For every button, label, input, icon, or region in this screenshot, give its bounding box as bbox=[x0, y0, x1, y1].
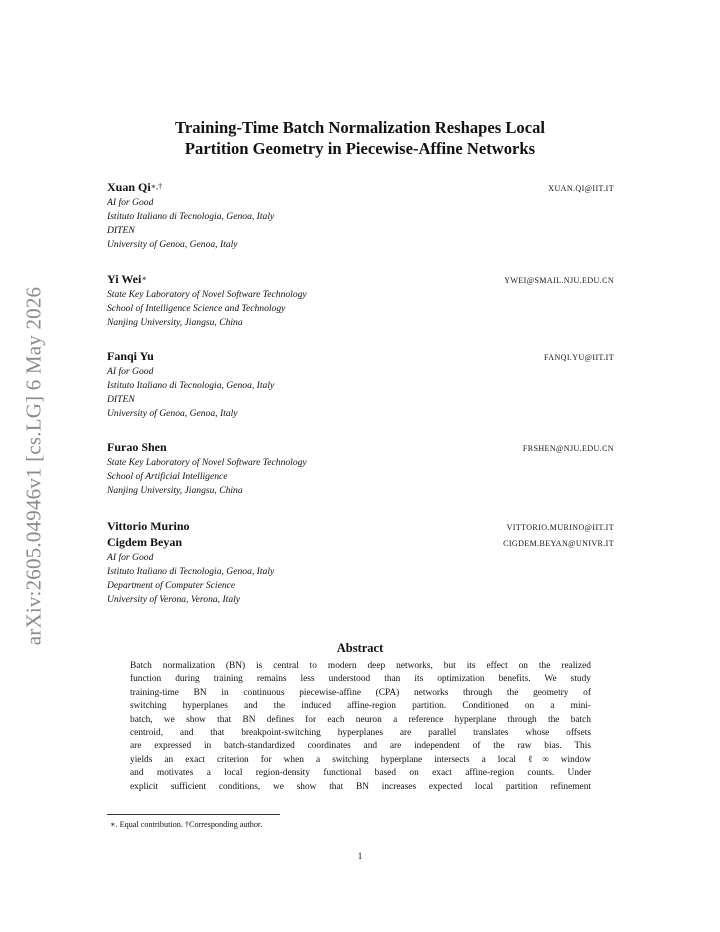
author-block bbox=[107, 349, 614, 421]
affiliation-line: School of Artificial Intelligence bbox=[107, 471, 228, 482]
title-line: Partition Geometry in Piecewise-Affine Networks bbox=[184, 139, 536, 158]
affiliation-line: Istituto Italiano di Tecnologia, Genoa, Italy bbox=[107, 566, 275, 577]
abstract-line: switching hyperplanes and the induced affine-region partition. Conditioned on a mini- bbox=[130, 701, 591, 712]
author-marker: ∗,† bbox=[150, 182, 163, 191]
author-email[interactable]: VITTORIO.MURINO@IIT.IT bbox=[506, 523, 614, 532]
abstract-line: yields an exact criterion for when a switching hyperplane intersects a local ℓ∞ window bbox=[130, 754, 591, 765]
author-name: Furao Shen FRSHEN@NJU.EDU.CN bbox=[107, 440, 614, 454]
author-name: Fanqi Yu FANQI.YU@IIT.IT bbox=[107, 349, 614, 363]
abstract-line: batch, we show that BN defines for each neuron a reference hyperplane through the batch bbox=[130, 714, 591, 725]
affiliation-line: DITEN bbox=[107, 225, 135, 236]
affiliation-line: University of Verona, Verona, Italy bbox=[107, 594, 241, 605]
affiliation-line: DITEN bbox=[107, 394, 135, 405]
author-name: Xuan Qi∗,† XUAN.QI@IIT.IT bbox=[107, 180, 614, 194]
affiliation-line: AI for Good bbox=[107, 552, 154, 563]
author-name: Vittorio Murino VITTORIO.MURINO@IIT.IT bbox=[107, 519, 614, 533]
author-email[interactable]: CIGDEM.BEYAN@UNIVR.IT bbox=[503, 539, 614, 548]
footnote-rule bbox=[107, 814, 280, 815]
affiliation-line: State Key Laboratory of Novel Software Technology bbox=[107, 289, 307, 300]
abstract-line: centroid, and that breakpoint-switching hyperplanes are parallel translates whose offsets bbox=[130, 728, 591, 739]
author-block bbox=[107, 180, 614, 252]
affiliation-line: University of Genoa, Genoa, Italy bbox=[107, 408, 238, 419]
abstract-body bbox=[130, 660, 591, 794]
author-email[interactable]: XUAN.QI@IIT.IT bbox=[548, 184, 614, 193]
abstract-heading: Abstract bbox=[336, 641, 384, 655]
page-number: 1 bbox=[357, 852, 363, 862]
affiliation-line: AI for Good bbox=[107, 366, 154, 377]
affiliation-line: Istituto Italiano di Tecnologia, Genoa, Italy bbox=[107, 380, 275, 391]
author-marker: ∗ bbox=[141, 274, 147, 283]
author-name: Yi Wei∗ YWEI@SMAIL.NJU.EDU.CN bbox=[107, 272, 614, 286]
author-name: Cigdem Beyan CIGDEM.BEYAN@UNIVR.IT bbox=[107, 535, 614, 549]
abstract-line: function during training remains less understood than its optimization benefits. We study bbox=[130, 674, 591, 685]
author-email[interactable]: YWEI@SMAIL.NJU.EDU.CN bbox=[504, 276, 614, 285]
affiliation-line: Istituto Italiano di Tecnologia, Genoa, Italy bbox=[107, 211, 275, 222]
affiliation-line: AI for Good bbox=[107, 197, 154, 208]
abstract-line: Batch normalization (BN) is central to modern deep networks, but its effect on the realized bbox=[130, 661, 591, 671]
author-block bbox=[107, 440, 614, 498]
affiliation-line: University of Genoa, Genoa, Italy bbox=[107, 239, 238, 250]
abstract-line: are expressed in batch-standardized coordinates and are independent of the raw bias. This bbox=[130, 741, 591, 752]
abstract-line: training-time BN in continuous piecewise-affine (CPA) networks through the geometry of bbox=[130, 687, 591, 698]
affiliation-line: Nanjing University, Jiangsu, China bbox=[107, 317, 243, 328]
author-block bbox=[107, 519, 614, 607]
affiliation-line: School of Intelligence Science and Technology bbox=[107, 303, 286, 314]
author-block bbox=[107, 272, 614, 330]
paper-title bbox=[0, 117, 720, 159]
abstract-line: explicit sufficient conditions, we show that BN increases expected local partition refinement bbox=[130, 781, 591, 792]
title-line: Training-Time Batch Normalization Reshapes Local bbox=[175, 118, 545, 137]
affiliation-line: State Key Laboratory of Novel Software Technology bbox=[107, 457, 307, 468]
author-email[interactable]: FRSHEN@NJU.EDU.CN bbox=[522, 444, 614, 453]
affiliation-line: Nanjing University, Jiangsu, China bbox=[107, 485, 243, 496]
footnote: ∗. Equal contribution. †Corresponding author. bbox=[110, 820, 263, 829]
abstract-line: and motivates a local region-density functional based on exact affine-region counts. Under bbox=[130, 768, 591, 779]
arxiv-stamp-text: arXiv:2605.04946v1 [cs.LG] 6 May 2026 bbox=[21, 286, 46, 646]
arxiv-stamp bbox=[22, 263, 46, 669]
author-email[interactable]: FANQI.YU@IIT.IT bbox=[544, 353, 614, 362]
affiliation-line: Department of Computer Science bbox=[107, 580, 236, 591]
